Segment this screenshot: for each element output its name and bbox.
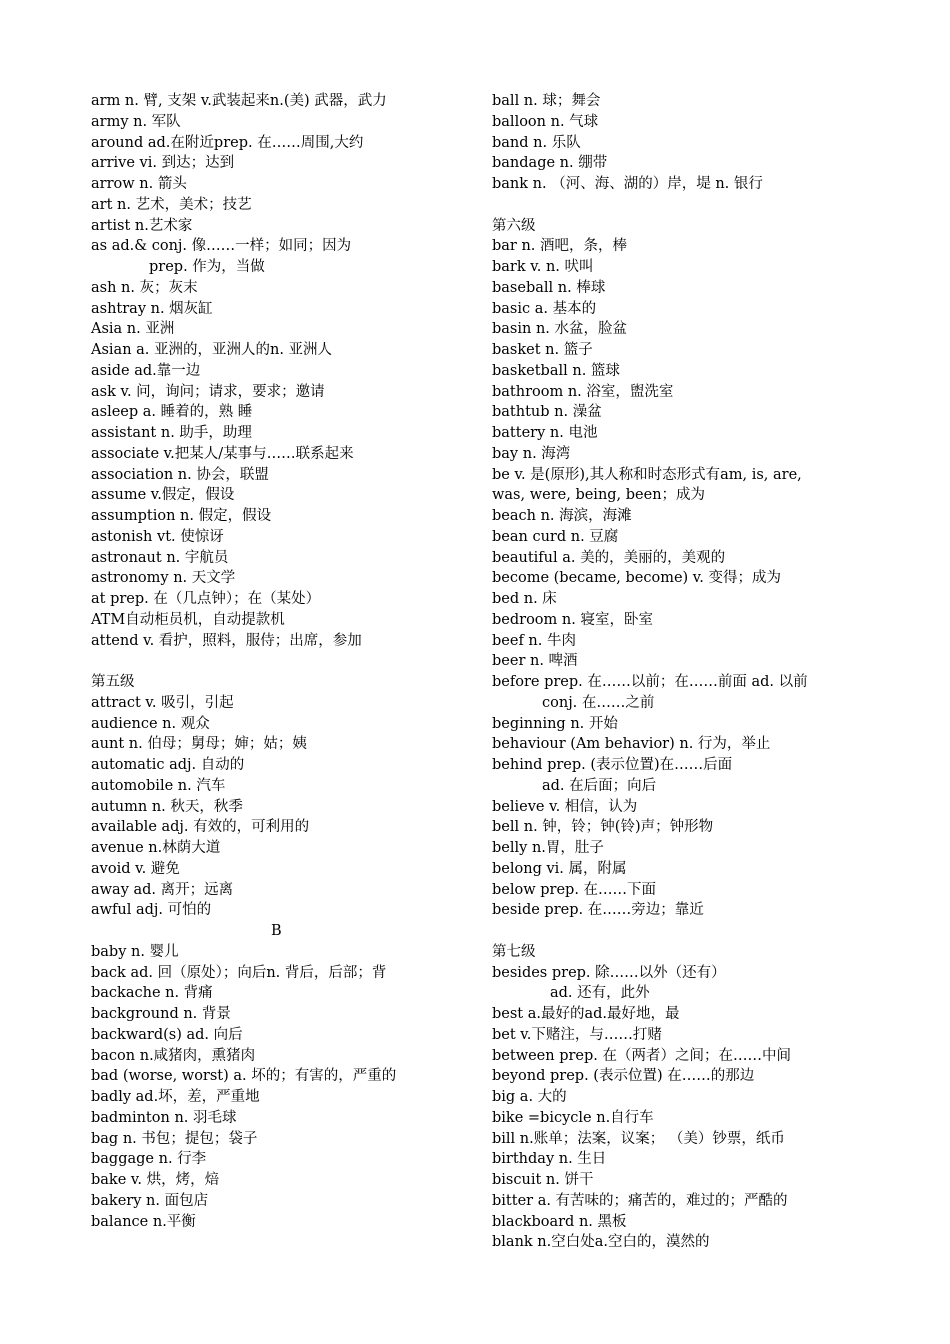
entry-line: beautiful a. 美的，美丽的，美观的	[492, 549, 726, 566]
entry-line: before prep. 在……以前；在……前面 ad. 以前	[492, 674, 808, 690]
entry-line: arrive vi. 到达；达到	[91, 155, 235, 172]
entry-line: birthday n. 生日	[492, 1151, 607, 1168]
entry-line: basin n. 水盆，脸盆	[492, 321, 628, 338]
entry-line: balance n.平衡	[91, 1213, 196, 1230]
entry-line: bank n. （河、海、湖的）岸，堤 n. 银行	[492, 176, 763, 192]
entry-line: big a. 大的	[492, 1089, 567, 1105]
entry-line: association n. 协会，联盟	[91, 466, 269, 483]
entry-line: bad (worse, worst) a. 坏的；有害的，严重的	[91, 1068, 397, 1085]
entry-line: assistant n. 助手，助理	[91, 425, 252, 441]
entry-line: automatic adj. 自动的	[91, 757, 245, 773]
entry-line: between prep. 在（两者）之间；在……中间	[492, 1047, 792, 1064]
entry-line: art n. 艺术，美术；技艺	[91, 196, 252, 213]
entry-line: bed n. 床	[492, 591, 557, 607]
entry-line: attract v. 吸引，引起	[91, 694, 234, 711]
entry-line: baggage n. 行李	[91, 1151, 207, 1168]
entry-line: assumption n. 假定，假设	[91, 508, 272, 524]
entry-line: behaviour (Am behavior) n. 行为，举止	[492, 736, 771, 753]
entry-line: bell n. 钟，铃；钟(铃)声；钟形物	[492, 819, 714, 836]
entry-line: avenue n.林荫大道	[91, 840, 221, 856]
entry-line: bandage n. 绷带	[492, 155, 608, 172]
entry-line: aside ad.靠一边	[91, 362, 201, 379]
entry-line: bathtub n. 澡盆	[492, 404, 602, 421]
entry-line: badminton n. 羽毛球	[91, 1109, 237, 1126]
entry-line: at prep. 在（几点钟）；在（某处）	[91, 591, 321, 607]
entry-line: believe v. 相信，认为	[492, 798, 638, 815]
entry-line: arrow n. 箭头	[91, 176, 187, 192]
entry-line: basic a. 基本的	[492, 300, 597, 317]
entry-line: artist n.艺术家	[91, 217, 193, 234]
entry-line: basketball n. 篮球	[492, 362, 620, 379]
entry-line: band n. 乐队	[492, 134, 581, 151]
entry-line: ATM自动柜员机，自动提款机	[91, 611, 285, 628]
entry-line: aunt n. 伯母；舅母；婶；姑；姨	[91, 736, 307, 753]
blank-line	[492, 921, 912, 942]
entry-line: biscuit n. 饼干	[492, 1172, 594, 1188]
entry-line: attend v. 看护，照料，服侍；出席，参加	[91, 632, 362, 649]
entry-line: audience n. 观众	[91, 715, 210, 732]
entry-line: bedroom n. 寝室，卧室	[492, 611, 653, 628]
entry-line: bake v. 烘，烤，焙	[91, 1172, 220, 1188]
entry-line: basket n. 篮子	[492, 342, 593, 358]
entry-line: backache n. 背痛	[91, 985, 213, 1002]
entry-line: Asia n. 亚洲	[91, 321, 175, 338]
entry-line: badly ad.坏，差，严重地	[91, 1089, 260, 1105]
entry-line: as ad.& conj. 像……一样；如同；因为	[91, 238, 352, 255]
entry-line: bag n. 书包；提包；袋子	[91, 1130, 258, 1147]
entry-line: become (became, become) v. 变得；成为	[492, 570, 781, 587]
entry-line: beer n. 啤酒	[492, 653, 578, 670]
entry-line: be v. 是(原形),其人称和时态形式有am, is, are,	[492, 466, 802, 483]
entry-line: bar n. 酒吧，条，棒	[492, 238, 628, 255]
level-heading: 第六级	[492, 217, 536, 234]
entry-line: beside prep. 在……旁边；靠近	[492, 902, 704, 919]
entry-line: best a.最好的ad.最好地，最	[492, 1006, 680, 1022]
entry-line: beach n. 海滨，海滩	[492, 508, 632, 524]
entry-line: arm n. 臂, 支架 v.武装起来n.(美) 武器，武力	[91, 93, 387, 109]
entry-line: background n. 背景	[91, 1006, 231, 1022]
entry-line: ball n. 球；舞会	[492, 93, 601, 109]
entry-line: bean curd n. 豆腐	[492, 528, 619, 545]
entry-line: avoid v. 避免	[91, 860, 180, 877]
entry-line: around ad.在附近prep. 在……周围,大约	[91, 134, 364, 151]
entry-line: bet v.下赌注，与……打赌	[492, 1026, 662, 1043]
entry-line: bay n. 海湾	[492, 445, 571, 462]
entry-line: back ad. 回（原处）；向后n. 背后，后部；背	[91, 964, 387, 981]
entry-line: backward(s) ad. 向后	[91, 1026, 243, 1043]
entry-line: behind prep. (表示位置)在……后面	[492, 757, 733, 773]
entry-line: bacon n.咸猪肉，熏猪肉	[91, 1047, 256, 1064]
entry-line: battery n. 电池	[492, 425, 598, 441]
entry-line: autumn n. 秋天，秋季	[91, 798, 243, 815]
entry-line: was, were, being, been；成为	[492, 487, 706, 504]
entry-line: ask v. 问，询问；请求，要求；邀请	[91, 383, 325, 400]
letter-heading: B	[271, 923, 282, 939]
entry-line: ad. 在后面；向后	[542, 777, 657, 794]
entry-line: balloon n. 气球	[492, 113, 599, 130]
entry-line: beef n. 牛肉	[492, 632, 576, 649]
entry-line: bark v. n. 吠叫	[492, 259, 594, 275]
blank-line	[91, 651, 486, 672]
entry-line: belly n.胃，肚子	[492, 840, 604, 856]
entry-line: blackboard n. 黑板	[492, 1213, 627, 1230]
entry-line: bitter a. 有苦味的；痛苦的，难过的；严酷的	[492, 1192, 788, 1209]
blank-line	[492, 195, 912, 216]
entry-line: bill n.账单；法案，议案； （美）钞票，纸币	[492, 1130, 785, 1147]
entry-line: astonish vt. 使惊讶	[91, 528, 224, 545]
entry-line: bakery n. 面包店	[91, 1192, 209, 1209]
entry-line: belong vi. 属，附属	[492, 860, 627, 877]
entry-line: army n. 军队	[91, 113, 181, 130]
entry-line: baseball n. 棒球	[492, 279, 606, 296]
entry-line: assume v.假定，假设	[91, 487, 235, 504]
entry-line: beginning n. 开始	[492, 715, 618, 732]
entry-line: associate v.把某人/某事与……联系起来	[91, 445, 354, 462]
entry-line: Asian a. 亚洲的，亚洲人的n. 亚洲人	[91, 342, 333, 358]
entry-line: asleep a. 睡着的，熟 睡	[91, 404, 253, 421]
entry-line: ad. 还有，此外	[550, 985, 650, 1002]
entry-line: astronomy n. 天文学	[91, 570, 236, 587]
entry-line: beyond prep. (表示位置) 在……的那边	[492, 1068, 755, 1085]
entry-line: away ad. 离开；远离	[91, 881, 234, 898]
entry-line: baby n. 婴儿	[91, 943, 179, 960]
entry-line: blank n.空白处a.空白的，漠然的	[492, 1234, 710, 1251]
entry-line: bathroom n. 浴室，盥洗室	[492, 383, 674, 400]
level-heading: 第五级	[91, 674, 135, 690]
entry-line: automobile n. 汽车	[91, 777, 226, 794]
entry-line: astronaut n. 宇航员	[91, 549, 229, 566]
level-heading: 第七级	[492, 943, 536, 960]
left-column	[91, 91, 486, 1232]
entry-line: bike =bicycle n.自行车	[492, 1109, 654, 1126]
entry-line: awful adj. 可怕的	[91, 902, 212, 919]
entry-line: conj. 在……之前	[542, 694, 655, 711]
entry-line: available adj. 有效的，可利用的	[91, 819, 310, 836]
entry-line: ash n. 灰；灰末	[91, 279, 198, 296]
entry-line: besides prep. 除……以外（还有）	[492, 964, 726, 981]
entry-line: below prep. 在……下面	[492, 881, 657, 898]
entry-line: ashtray n. 烟灰缸	[91, 300, 213, 317]
right-column	[492, 91, 912, 1253]
entry-line: prep. 作为，当做	[149, 259, 265, 275]
